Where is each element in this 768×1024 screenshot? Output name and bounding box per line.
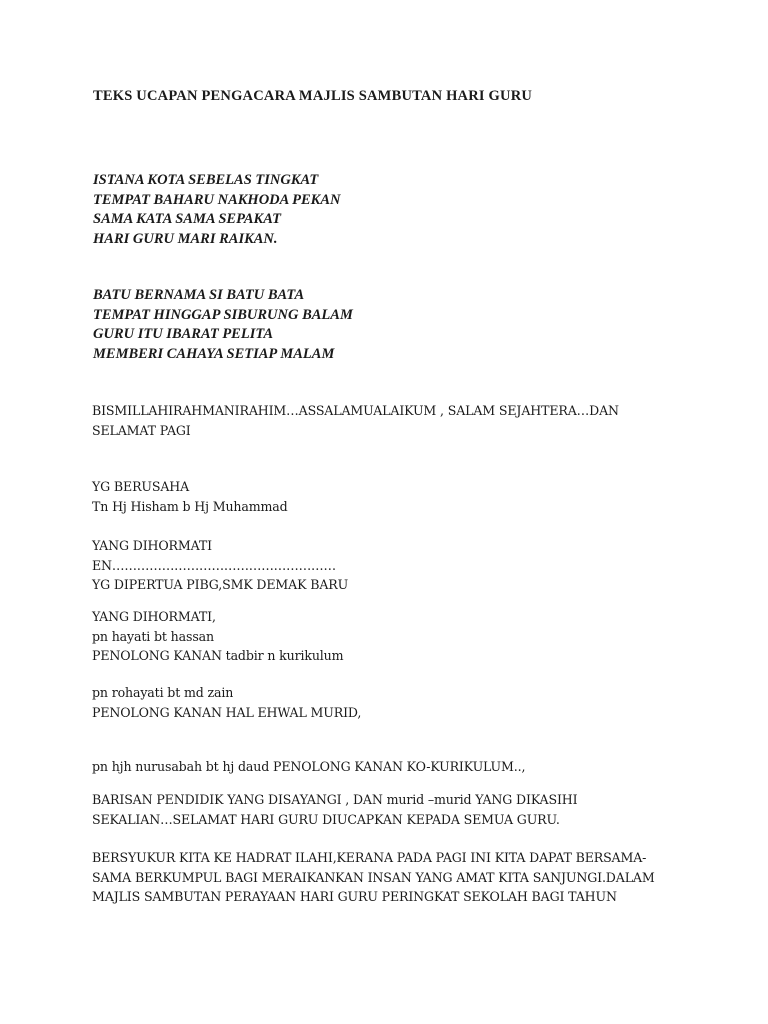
opening-paragraph: [92, 848, 655, 907]
pantun-verse-1: [93, 171, 341, 249]
pantun-line: TEMPAT BAHARU NAKHODA PEKAN: [93, 191, 341, 208]
guest-salutation-2: [92, 536, 348, 595]
guest-salutation-4: [92, 683, 361, 722]
pantun-line: GURU ITU IBARAT PELITA: [93, 326, 274, 342]
text-line: SELAMAT PAGI: [92, 422, 191, 438]
guest-salutation-1: [92, 477, 288, 516]
pantun-line: ISTANA KOTA SEBELAS TINGKAT: [93, 172, 319, 188]
pantun-line: MEMBERI CAHAYA SETIAP MALAM: [93, 345, 335, 362]
text-line: PENOLONG KANAN tadbir n kurikulum: [92, 648, 344, 663]
document-title: TEKS UCAPAN PENGACARA MAJLIS SAMBUTAN HARI GURU: [93, 88, 533, 104]
pantun-line: TEMPAT HINGGAP SIBURUNG BALAM: [93, 306, 353, 323]
text-line: MAJLIS SAMBUTAN PERAYAAN HARI GURU PERINGKAT SEKOLAH BAGI TAHUN: [92, 889, 617, 904]
text-line: SAMA BERKUMPUL BAGI MERAIKANKAN INSAN YANG AMAT KITA SANJUNGI.DALAM: [92, 869, 655, 885]
text-line: pn hayati bt hassan: [92, 628, 214, 644]
text-line: Tn Hj Hisham b Hj Muhammad: [92, 498, 288, 514]
text-line: BERSYUKUR KITA KE HADRAT ILAHI,KERANA PADA PAGI INI KITA DAPAT BERSAMA-: [92, 850, 647, 865]
text-line: YANG DIHORMATI,: [92, 609, 216, 624]
audience-salutation: [92, 790, 577, 829]
text-line: YANG DIHORMATI: [92, 538, 212, 553]
pantun-line: HARI GURU MARI RAIKAN.: [93, 230, 278, 247]
text-line: PENOLONG KANAN HAL EHWAL MURID,: [92, 704, 362, 720]
text-line: pn rohayati bt md zain: [92, 685, 234, 700]
pantun-line: SAMA KATA SAMA SEPAKAT: [93, 211, 281, 227]
pantun-verse-2: [93, 286, 353, 364]
text-line: pn hjh nurusabah bt hj daud PENOLONG KANAN KO-KURIKULUM..,: [92, 759, 526, 774]
guest-salutation-5: [92, 757, 525, 777]
text-line: BARISAN PENDIDIK YANG DISAYANGI , DAN murid –murid YANG DIKASIHI: [92, 792, 578, 807]
text-line: YG BERUSAHA: [92, 479, 190, 494]
greeting-paragraph: [92, 401, 619, 440]
text-line: EN………………………………………………: [92, 557, 336, 573]
text-line: BISMILLAHIRAHMANIRAHIM…ASSALAMUALAIKUM , SALAM SEJAHTERA…DAN: [92, 403, 619, 418]
pantun-line: BATU BERNAMA SI BATU BATA: [93, 287, 305, 303]
text-line: YG DIPERTUA PIBG,SMK DEMAK BARU: [92, 577, 349, 592]
text-line: SEKALIAN…SELAMAT HARI GURU DIUCAPKAN KEPADA SEMUA GURU.: [92, 811, 560, 827]
guest-salutation-3: [92, 607, 343, 666]
